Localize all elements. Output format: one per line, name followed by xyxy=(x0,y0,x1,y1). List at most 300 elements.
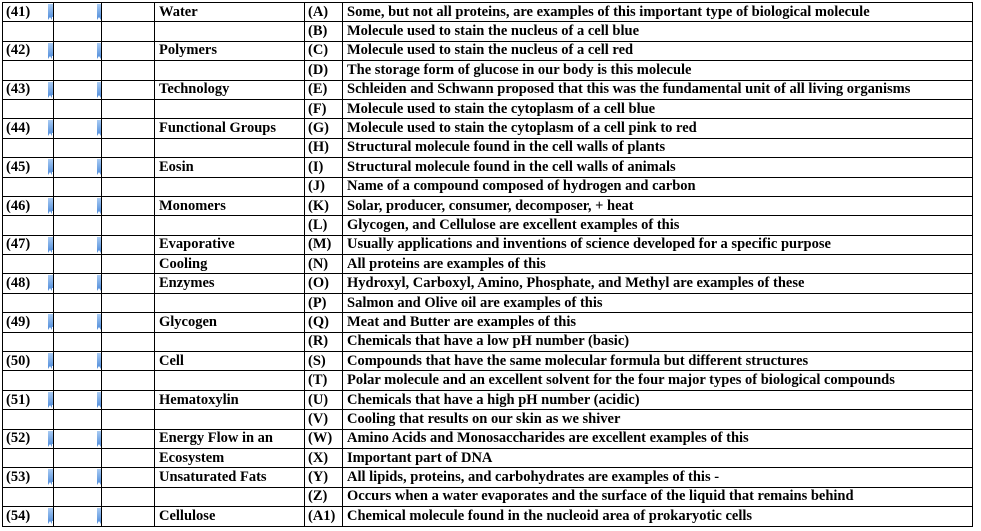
question-number-cell xyxy=(3,22,54,41)
definition-text: Occurs when a water evaporates and the surface of the liquid that remains behind xyxy=(347,488,854,505)
choice-letter-cell xyxy=(305,216,343,235)
spacer-cell xyxy=(102,507,155,526)
choice-letter: (U) xyxy=(308,391,329,408)
term-cell xyxy=(155,119,305,138)
bookmark-icon xyxy=(48,82,53,95)
bookmark-icon xyxy=(97,82,102,95)
spacer-cell xyxy=(102,3,155,22)
bookmark-icon xyxy=(97,314,102,327)
choice-letter: (P) xyxy=(308,294,327,311)
choice-letter: (A) xyxy=(308,3,329,20)
answer-blank-cell xyxy=(54,410,102,429)
choice-letter: (D) xyxy=(308,61,329,78)
choice-letter: (B) xyxy=(308,23,328,40)
question-number-cell xyxy=(3,390,54,409)
table-row xyxy=(3,177,973,196)
term-cell xyxy=(155,177,305,196)
answer-blank-cell[interactable] xyxy=(54,158,102,177)
definition-cell xyxy=(343,507,973,526)
question-number-cell xyxy=(3,332,54,351)
choice-letter-cell xyxy=(305,119,343,138)
spacer-cell xyxy=(102,119,155,138)
term-cell xyxy=(155,313,305,332)
spacer-cell xyxy=(102,138,155,157)
question-number-cell xyxy=(3,80,54,99)
table-row xyxy=(3,274,973,293)
table-row xyxy=(3,119,973,138)
term-label: Polymers xyxy=(159,42,217,59)
question-number: (42) xyxy=(6,42,31,59)
question-number-cell xyxy=(3,138,54,157)
definition-text: Schleiden and Schwann proposed that this was the fundamental unit of all living organisms xyxy=(347,81,911,98)
term-label: Water xyxy=(159,3,198,20)
answer-blank-cell[interactable] xyxy=(54,3,102,22)
term-label: Eosin xyxy=(159,158,194,175)
question-number-cell xyxy=(3,293,54,312)
choice-letter-cell xyxy=(305,352,343,371)
definition-cell xyxy=(343,177,973,196)
definition-cell xyxy=(343,390,973,409)
question-number-cell xyxy=(3,119,54,138)
answer-blank-cell xyxy=(54,216,102,235)
answer-blank-cell xyxy=(54,293,102,312)
spacer-cell xyxy=(102,177,155,196)
table-row xyxy=(3,255,973,274)
definition-text: Name of a compound composed of hydrogen and carbon xyxy=(347,178,696,195)
bookmark-icon xyxy=(97,120,102,133)
term-cell xyxy=(155,429,305,448)
definition-cell xyxy=(343,313,973,332)
spacer-cell xyxy=(102,352,155,371)
term-cell xyxy=(155,468,305,487)
bookmark-icon xyxy=(48,237,53,250)
definition-text: Chemicals that have a high pH number (acidic) xyxy=(347,391,640,408)
question-number-cell xyxy=(3,41,54,60)
definition-cell xyxy=(343,22,973,41)
table-row xyxy=(3,468,973,487)
choice-letter: (V) xyxy=(308,410,329,427)
bookmark-icon xyxy=(97,431,102,444)
definition-cell xyxy=(343,138,973,157)
term-cell xyxy=(155,216,305,235)
answer-blank-cell[interactable] xyxy=(54,507,102,526)
definition-text: Chemical molecule found in the nucleoid area of prokaryotic cells xyxy=(347,507,753,524)
definition-text: Molecule used to stain the cytoplasm of a cell blue xyxy=(347,100,656,117)
spacer-cell xyxy=(102,410,155,429)
definition-text: Molecule used to stain the nucleus of a cell red xyxy=(347,42,634,59)
choice-letter: (N) xyxy=(308,255,329,272)
choice-letter: (F) xyxy=(308,100,327,117)
bookmark-icon xyxy=(48,431,53,444)
question-number: (43) xyxy=(6,81,31,98)
table-row xyxy=(3,487,973,506)
table-row xyxy=(3,313,973,332)
table-row xyxy=(3,216,973,235)
question-number-cell xyxy=(3,255,54,274)
bookmark-icon xyxy=(97,43,102,56)
definition-cell xyxy=(343,274,973,293)
answer-blank-cell xyxy=(54,99,102,118)
bookmark-icon xyxy=(97,508,102,521)
question-number: (50) xyxy=(6,352,31,369)
term-label: Glycogen xyxy=(159,313,217,330)
definition-cell xyxy=(343,235,973,254)
question-number-cell xyxy=(3,429,54,448)
choice-letter-cell xyxy=(305,158,343,177)
definition-cell xyxy=(343,293,973,312)
bookmark-icon xyxy=(48,275,53,288)
choice-letter: (A1) xyxy=(308,507,336,524)
choice-letter-cell xyxy=(305,3,343,22)
choice-letter: (M) xyxy=(308,236,332,253)
definition-text: Molecule used to stain the nucleus of a cell blue xyxy=(347,23,640,40)
definition-cell xyxy=(343,468,973,487)
bookmark-icon xyxy=(48,469,53,482)
term-cell xyxy=(155,235,305,254)
bookmark-icon xyxy=(48,159,53,172)
choice-letter: (O) xyxy=(308,275,329,292)
answer-blank-cell[interactable] xyxy=(54,235,102,254)
question-number: (46) xyxy=(6,197,31,214)
choice-letter-cell xyxy=(305,41,343,60)
answer-blank-cell[interactable] xyxy=(54,468,102,487)
table-row xyxy=(3,507,973,526)
question-number: (44) xyxy=(6,120,31,137)
question-number-cell xyxy=(3,410,54,429)
definition-cell xyxy=(343,352,973,371)
definition-cell xyxy=(343,3,973,22)
term-cell xyxy=(155,41,305,60)
choice-letter-cell xyxy=(305,390,343,409)
table-row xyxy=(3,3,973,22)
spacer-cell xyxy=(102,196,155,215)
question-number: (49) xyxy=(6,313,31,330)
spacer-cell xyxy=(102,235,155,254)
question-number-cell xyxy=(3,487,54,506)
definition-cell xyxy=(343,448,973,467)
definition-cell xyxy=(343,119,973,138)
question-number: (48) xyxy=(6,275,31,292)
answer-blank-cell[interactable] xyxy=(54,274,102,293)
choice-letter: (J) xyxy=(308,178,325,195)
bookmark-icon xyxy=(48,4,53,17)
question-number-cell xyxy=(3,61,54,80)
bookmark-icon xyxy=(97,237,102,250)
spacer-cell xyxy=(102,293,155,312)
choice-letter: (Y) xyxy=(308,469,329,486)
choice-letter: (X) xyxy=(308,449,329,466)
choice-letter: (Q) xyxy=(308,313,329,330)
term-label: Unsaturated Fats xyxy=(159,469,267,486)
choice-letter-cell xyxy=(305,429,343,448)
table-row xyxy=(3,235,973,254)
bookmark-icon xyxy=(97,353,102,366)
question-number-cell xyxy=(3,196,54,215)
term-label: Energy Flow in an xyxy=(159,430,273,447)
choice-letter: (L) xyxy=(308,216,328,233)
definition-cell xyxy=(343,410,973,429)
term-cell xyxy=(155,487,305,506)
definition-cell xyxy=(343,80,973,99)
question-number: (53) xyxy=(6,469,31,486)
definition-text: Chemicals that have a low pH number (basic) xyxy=(347,333,630,350)
question-number-cell xyxy=(3,274,54,293)
definition-text: Compounds that have the same molecular formula but different structures xyxy=(347,352,809,369)
spacer-cell xyxy=(102,371,155,390)
table-row xyxy=(3,410,973,429)
term-cell xyxy=(155,138,305,157)
spacer-cell xyxy=(102,390,155,409)
definition-text: Solar, producer, consumer, decomposer, + heat xyxy=(347,197,634,214)
definition-text: Some, but not all proteins, are examples of this important type of biological molecule xyxy=(347,3,870,20)
answer-blank-cell xyxy=(54,22,102,41)
bookmark-icon xyxy=(48,198,53,211)
definition-text: The storage form of glucose in our body is this molecule xyxy=(347,61,692,78)
term-cell xyxy=(155,22,305,41)
definition-cell xyxy=(343,429,973,448)
choice-letter-cell xyxy=(305,177,343,196)
spacer-cell xyxy=(102,99,155,118)
definition-text: Glycogen, and Cellulose are excellent examples of this xyxy=(347,216,680,233)
question-number: (52) xyxy=(6,430,31,447)
answer-blank-cell xyxy=(54,487,102,506)
definition-text: Structural molecule found in the cell walls of plants xyxy=(347,139,666,156)
question-number-cell xyxy=(3,99,54,118)
term-cell xyxy=(155,332,305,351)
answer-blank-cell xyxy=(54,371,102,390)
term-label: Monomers xyxy=(159,197,226,214)
term-label: Cellulose xyxy=(159,507,216,524)
bookmark-icon xyxy=(48,120,53,133)
table-row xyxy=(3,332,973,351)
choice-letter: (I) xyxy=(308,158,324,175)
definition-cell xyxy=(343,61,973,80)
table-row xyxy=(3,61,973,80)
question-number-cell xyxy=(3,177,54,196)
term-cell xyxy=(155,507,305,526)
question-number: (54) xyxy=(6,507,31,524)
term-cell xyxy=(155,80,305,99)
bookmark-icon xyxy=(97,198,102,211)
answer-blank-cell[interactable] xyxy=(54,80,102,99)
choice-letter-cell xyxy=(305,448,343,467)
spacer-cell xyxy=(102,216,155,235)
term-cell xyxy=(155,274,305,293)
term-label: Enzymes xyxy=(159,275,215,292)
choice-letter-cell xyxy=(305,235,343,254)
choice-letter: (W) xyxy=(308,430,333,447)
choice-letter: (E) xyxy=(308,81,328,98)
table-row xyxy=(3,196,973,215)
table-row xyxy=(3,99,973,118)
spacer-cell xyxy=(102,487,155,506)
term-label: Evaporative xyxy=(159,236,235,253)
definition-cell xyxy=(343,255,973,274)
term-cell xyxy=(155,352,305,371)
bookmark-icon xyxy=(97,469,102,482)
table-row xyxy=(3,158,973,177)
matching-table xyxy=(2,2,973,527)
answer-blank-cell xyxy=(54,332,102,351)
term-label: Ecosystem xyxy=(159,449,225,466)
definition-text: All proteins are examples of this xyxy=(347,255,546,272)
definition-text: Usually applications and inventions of science developed for a specific purpose xyxy=(347,236,831,253)
term-label: Technology xyxy=(159,81,230,98)
definition-text: Hydroxyl, Carboxyl, Amino, Phosphate, and Methyl are examples of these xyxy=(347,275,805,292)
choice-letter-cell xyxy=(305,255,343,274)
spacer-cell xyxy=(102,313,155,332)
table-row xyxy=(3,80,973,99)
choice-letter: (C) xyxy=(308,42,329,59)
choice-letter: (Z) xyxy=(308,488,328,505)
matching-table-body xyxy=(3,3,973,527)
table-row xyxy=(3,371,973,390)
term-cell xyxy=(155,410,305,429)
answer-blank-cell xyxy=(54,138,102,157)
question-number-cell xyxy=(3,468,54,487)
definition-text: Important part of DNA xyxy=(347,449,493,466)
answer-blank-cell[interactable] xyxy=(54,390,102,409)
choice-letter-cell xyxy=(305,61,343,80)
term-cell xyxy=(155,255,305,274)
choice-letter: (H) xyxy=(308,139,329,156)
term-cell xyxy=(155,448,305,467)
spacer-cell xyxy=(102,468,155,487)
choice-letter-cell xyxy=(305,22,343,41)
question-number-cell xyxy=(3,216,54,235)
table-row xyxy=(3,352,973,371)
choice-letter-cell xyxy=(305,138,343,157)
table-row xyxy=(3,429,973,448)
answer-blank-cell[interactable] xyxy=(54,41,102,60)
term-cell xyxy=(155,371,305,390)
choice-letter-cell xyxy=(305,507,343,526)
term-cell xyxy=(155,158,305,177)
answer-blank-cell[interactable] xyxy=(54,313,102,332)
bookmark-icon xyxy=(48,508,53,521)
answer-blank-cell[interactable] xyxy=(54,119,102,138)
choice-letter: (G) xyxy=(308,120,329,137)
bookmark-icon xyxy=(97,4,102,17)
definition-cell xyxy=(343,216,973,235)
question-number-cell xyxy=(3,313,54,332)
choice-letter-cell xyxy=(305,468,343,487)
choice-letter-cell xyxy=(305,332,343,351)
term-label: Cell xyxy=(159,352,184,369)
answer-blank-cell xyxy=(54,177,102,196)
question-number: (47) xyxy=(6,236,31,253)
answer-blank-cell[interactable] xyxy=(54,196,102,215)
bookmark-icon xyxy=(48,314,53,327)
bookmark-icon xyxy=(97,275,102,288)
spacer-cell xyxy=(102,61,155,80)
choice-letter-cell xyxy=(305,293,343,312)
term-cell xyxy=(155,3,305,22)
term-cell xyxy=(155,196,305,215)
bookmark-icon xyxy=(48,392,53,405)
answer-blank-cell xyxy=(54,61,102,80)
spacer-cell xyxy=(102,41,155,60)
spacer-cell xyxy=(102,80,155,99)
term-label: Cooling xyxy=(159,255,208,272)
choice-letter: (K) xyxy=(308,197,329,214)
term-cell xyxy=(155,61,305,80)
term-cell xyxy=(155,293,305,312)
definition-cell xyxy=(343,332,973,351)
definition-cell xyxy=(343,371,973,390)
table-row xyxy=(3,138,973,157)
definition-text: Salmon and Olive oil are examples of this xyxy=(347,294,603,311)
bookmark-icon xyxy=(97,159,102,172)
question-number: (51) xyxy=(6,391,31,408)
spacer-cell xyxy=(102,274,155,293)
question-number-cell xyxy=(3,448,54,467)
definition-cell xyxy=(343,487,973,506)
question-number-cell xyxy=(3,507,54,526)
question-number: (41) xyxy=(6,3,31,20)
definition-text: Structural molecule found in the cell walls of animals xyxy=(347,158,676,175)
choice-letter-cell xyxy=(305,274,343,293)
choice-letter: (S) xyxy=(308,352,326,369)
answer-blank-cell[interactable] xyxy=(54,352,102,371)
question-number-cell xyxy=(3,371,54,390)
choice-letter: (R) xyxy=(308,333,329,350)
question-number-cell xyxy=(3,158,54,177)
choice-letter-cell xyxy=(305,410,343,429)
table-row xyxy=(3,448,973,467)
definition-cell xyxy=(343,196,973,215)
term-cell xyxy=(155,390,305,409)
definition-text: All lipids, proteins, and carbohydrates are examples of this - xyxy=(347,469,720,486)
question-number-cell xyxy=(3,352,54,371)
definition-cell xyxy=(343,99,973,118)
term-label: Hematoxylin xyxy=(159,391,239,408)
definition-text: Amino Acids and Monosaccharides are excellent examples of this xyxy=(347,430,749,447)
choice-letter: (T) xyxy=(308,372,328,389)
spacer-cell xyxy=(102,332,155,351)
bookmark-icon xyxy=(97,392,102,405)
definition-cell xyxy=(343,41,973,60)
definition-text: Polar molecule and an excellent solvent for the four major types of biological compounds xyxy=(347,372,895,389)
spacer-cell xyxy=(102,448,155,467)
definition-text: Molecule used to stain the cytoplasm of a cell pink to red xyxy=(347,120,697,137)
choice-letter-cell xyxy=(305,487,343,506)
spacer-cell xyxy=(102,429,155,448)
choice-letter-cell xyxy=(305,313,343,332)
definition-text: Meat and Butter are examples of this xyxy=(347,313,577,330)
answer-blank-cell[interactable] xyxy=(54,429,102,448)
table-row xyxy=(3,390,973,409)
table-row xyxy=(3,41,973,60)
spacer-cell xyxy=(102,255,155,274)
bookmark-icon xyxy=(48,353,53,366)
table-row xyxy=(3,22,973,41)
choice-letter-cell xyxy=(305,80,343,99)
answer-blank-cell xyxy=(54,448,102,467)
question-number-cell xyxy=(3,235,54,254)
term-label: Functional Groups xyxy=(159,120,276,137)
definition-cell xyxy=(343,158,973,177)
choice-letter-cell xyxy=(305,371,343,390)
spacer-cell xyxy=(102,22,155,41)
choice-letter-cell xyxy=(305,196,343,215)
table-row xyxy=(3,293,973,312)
spacer-cell xyxy=(102,158,155,177)
question-number: (45) xyxy=(6,158,31,175)
choice-letter-cell xyxy=(305,99,343,118)
answer-blank-cell xyxy=(54,255,102,274)
term-cell xyxy=(155,99,305,118)
